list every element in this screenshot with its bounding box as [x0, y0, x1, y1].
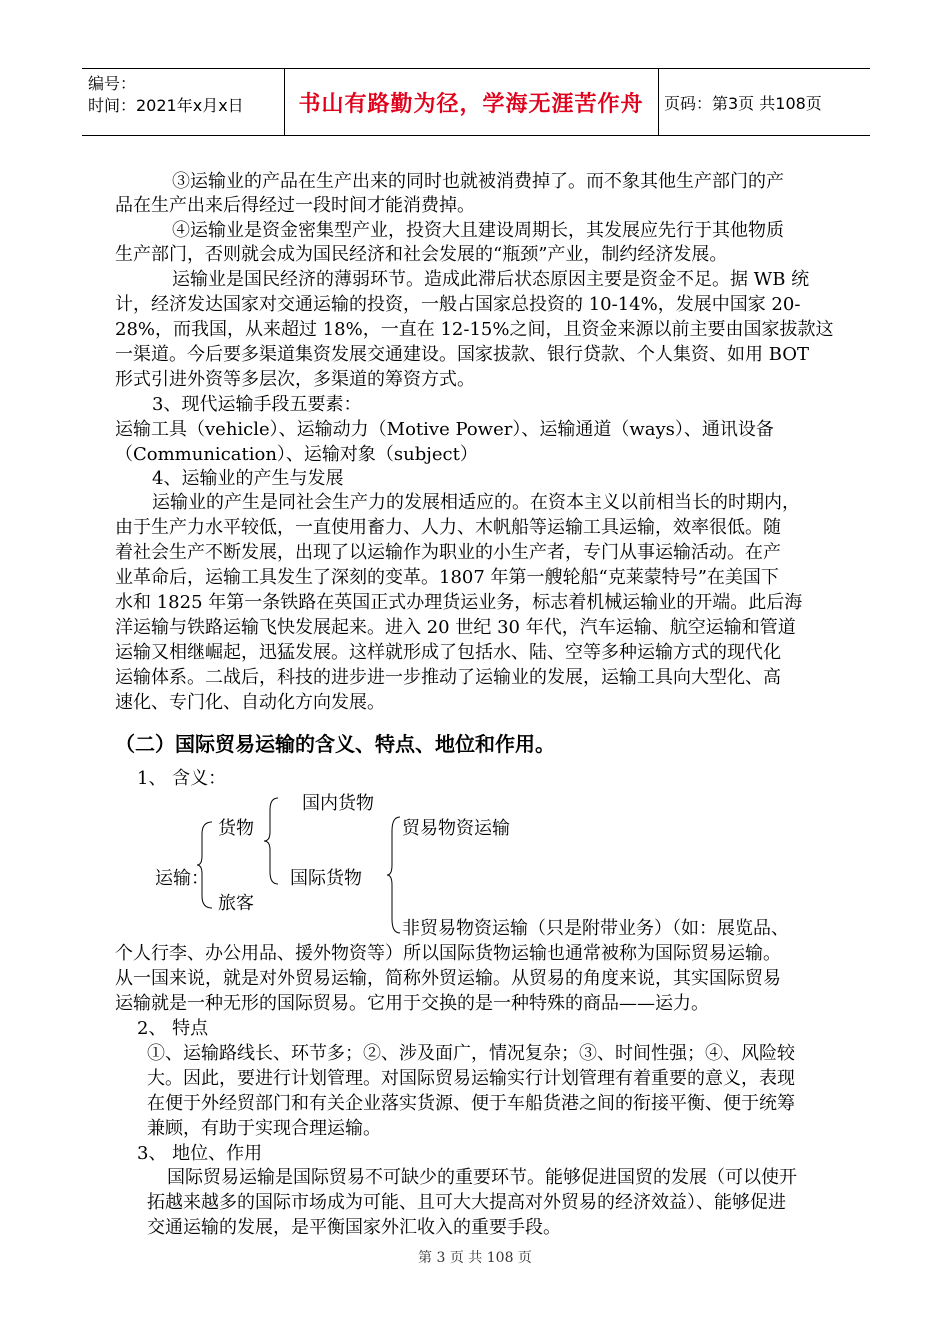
diagram-cargo: 货物 [218, 818, 254, 839]
body-line: ①、运输路线长、环节多；②、涉及面广，情况复杂；③、时间性强；④、风险较 [147, 1043, 795, 1064]
meaning-label: 1、 含义： [137, 768, 227, 789]
body-line: 洋运输与铁路运输飞快发展起来。进入 20 世纪 30 年代，汽车运输、航空运输和管道 [115, 617, 796, 638]
body-line: 4、运输业的产生与发展 [152, 468, 344, 489]
body-line: 运输就是一种无形的国际贸易。它用于交换的是一种特殊的商品——运力。 [115, 993, 709, 1014]
body-line: 3、现代运输手段五要素： [152, 394, 362, 415]
body-line: 运输工具（vehicle）、运输动力（Motive Power）、运输通道（ways）、通讯设备 [115, 419, 774, 440]
body-line: 水和 1825 年第一条铁路在英国正式办理货运业务，标志着机械运输业的开端。此后海 [115, 592, 803, 613]
header-motto: 书山有路勤为径，学海无涯苦作舟 [298, 92, 644, 117]
body-line: 品在生产出来后得经过一段时间才能消费掉。 [115, 195, 475, 216]
body-line: 国际贸易运输是国际贸易不可缺少的重要环节。能够促进国贸的发展（可以使开 [167, 1167, 797, 1188]
body-line: 在便于外经贸部门和有关企业落实货源、便于车船货港之间的衔接平衡、便于统筹 [147, 1093, 795, 1114]
page-header [82, 68, 870, 136]
diagram-non-trade: 非贸易物资运输（只是附带业务）（如：展览品、 [402, 918, 789, 939]
document-number-label: 编号： [88, 74, 137, 93]
section-heading: （二）国际贸易运输的含义、特点、地位和作用。 [115, 732, 555, 756]
body-line: 运输体系。二战后，科技的进步进一步推动了运输业的发展，运输工具向大型化、高 [115, 667, 781, 688]
brace-cargo [262, 796, 282, 886]
body-line: 运输又相继崛起，迅猛发展。这样就形成了包括水、陆、空等多种运输方式的现代化 [115, 642, 781, 663]
header-divider [658, 69, 659, 135]
diagram-trade-goods: 贸易物资运输 [402, 818, 510, 839]
features-label: 2、 特点 [137, 1018, 209, 1039]
body-line: 兼顾，有助于实现合理运输。 [147, 1118, 381, 1139]
body-line: 一渠道。今后要多渠道集资发展交通建设。国家拔款、银行贷款、个人集资、如用 BOT [115, 344, 810, 365]
body-line: 从一国来说，就是对外贸易运输，简称外贸运输。从贸易的角度来说，其实国际贸易 [115, 968, 781, 989]
document-time-label: 时间：2021年x月x日 [88, 96, 244, 115]
body-line: ③运输业的产品在生产出来的同时也就被消费掉了。而不象其他生产部门的产 [172, 171, 784, 192]
body-line: 运输业是国民经济的薄弱环节。造成此滞后状态原因主要是资金不足。据 WB 统 [172, 269, 810, 290]
brace-international [386, 815, 404, 935]
body-line: 由于生产力水平较低，一直使用畜力、人力、木帆船等运输工具运输，效率很低。随 [115, 517, 781, 538]
body-line: 业革命后，运输工具发生了深刻的变革。1807 年第一艘轮船“克莱蒙特号”在美国下 [115, 567, 779, 588]
body-line: 速化、专门化、自动化方向发展。 [115, 692, 385, 713]
body-line: 个人行李、办公用品、援外物资等）所以国际货物运输也通常被称为国际贸易运输。 [115, 943, 781, 964]
body-line: 拓越来越多的国际市场成为可能、且可大大提高对外贸易的经济效益）、能够促进 [147, 1192, 786, 1213]
body-line: 计，经济发达国家对交通运输的投资，一般占国家总投资的 10-14%，发展中国家 20- [115, 294, 801, 315]
body-line: （Communication）、运输对象（subject） [115, 444, 478, 465]
diagram-passenger: 旅客 [218, 893, 254, 914]
diagram-root-transport: 运输： [155, 868, 209, 889]
brace-root [196, 820, 216, 910]
body-line: 28%，而我国，从来超过 18%，一直在 12-15%之间，且资金来源以前主要由国家拔款这 [115, 319, 834, 340]
body-line: ④运输业是资金密集型产业，投资大且建设周期长，其发展应先行于其他物质 [172, 220, 784, 241]
status-label: 3、 地位、作用 [137, 1143, 263, 1164]
body-line: 运输业的产生是同社会生产力的发展相适应的。在资本主义以前相当长的时期内， [152, 492, 800, 513]
body-line: 交通运输的发展，是平衡国家外汇收入的重要手段。 [147, 1217, 561, 1238]
body-line: 着社会生产不断发展，出现了以运输作为职业的小生产者，专门从事运输活动。在产 [115, 542, 781, 563]
header-page-info: 页码：第3页 共108页 [664, 94, 822, 113]
diagram-domestic-goods: 国内货物 [302, 793, 374, 814]
body-line: 形式引进外资等多层次，多渠道的筹资方式。 [115, 369, 475, 390]
body-line: 大。因此，要进行计划管理。对国际贸易运输实行计划管理有着重要的意义，表现 [147, 1068, 795, 1089]
body-line: 生产部门，否则就会成为国民经济和社会发展的“瓶颈”产业，制约经济发展。 [115, 244, 728, 265]
page-footer: 第 3 页 共 108 页 [418, 1250, 532, 1266]
diagram-international-goods: 国际货物 [290, 868, 362, 889]
header-left-cell [88, 73, 244, 117]
